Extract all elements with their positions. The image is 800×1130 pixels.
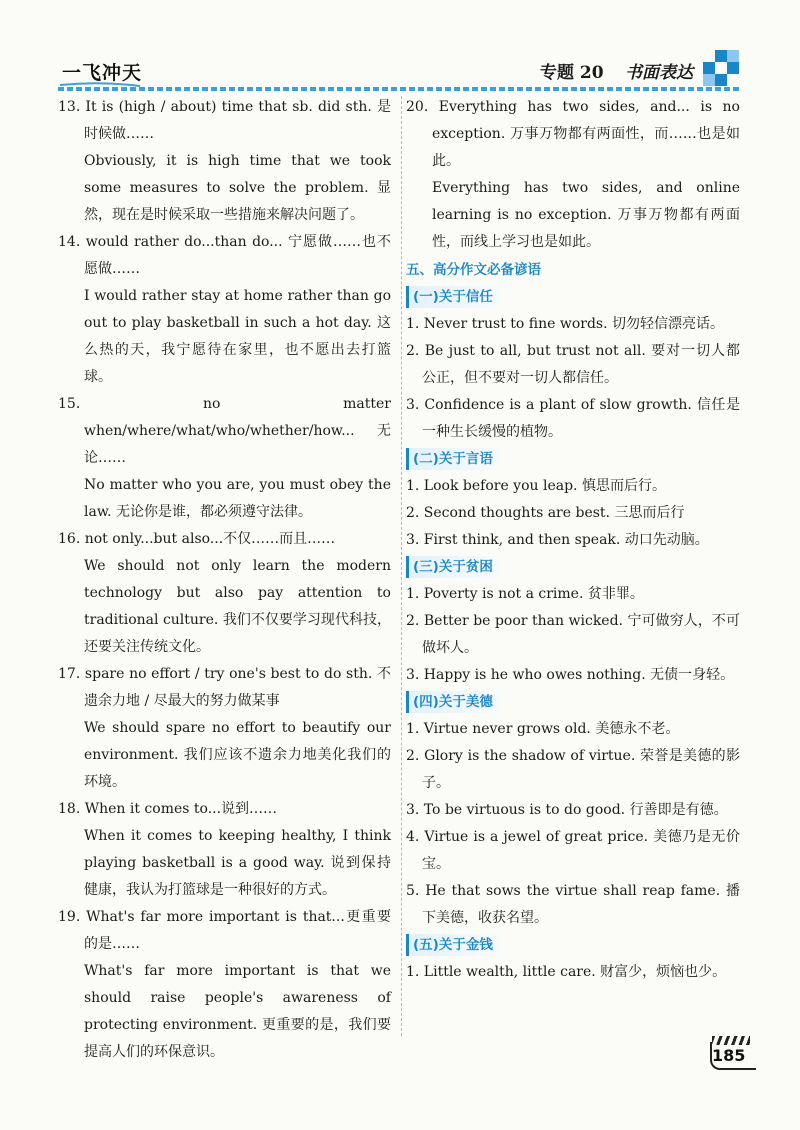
saying-item: 2. Glory is the shadow of virtue. 荣誉是美德的影子。 (406, 748, 740, 791)
topic-label: 专题 20 (540, 63, 604, 83)
phrase-head: 16. not only...but also...不仅……而且…… (58, 531, 336, 547)
page-header (0, 0, 800, 95)
phrase-head: 15. no matter when/where/what/who/whether/how...无论…… (58, 396, 391, 466)
column-divider (401, 96, 402, 1036)
saying-item: 1. Virtue never grows old. 美德永不老。 (406, 721, 680, 737)
phrase-item (58, 796, 391, 904)
phrase-head: 14. would rather do...than do... 宁愿做……也不愿做…… (58, 234, 391, 277)
saying-item: 1. Poverty is not a crime. 贫非罪。 (406, 586, 644, 602)
saying-item: 5. He that sows the virtue shall reap fame. 播下美德，收获名望。 (406, 883, 740, 926)
phrase-example: What's far more important is that we should raise people's awareness of protecting environment. 更重要的是，我们要提高人们的环保意识。 (84, 963, 391, 1060)
saying-item: 3. First think, and then speak. 动口先动脑。 (406, 532, 709, 548)
saying-item: 1. Never trust to fine words. 切勿轻信漂亮话。 (406, 316, 725, 332)
saying-item: 3. Happy is he who owes nothing. 无债一身轻。 (406, 667, 735, 683)
phrase-example: I would rather stay at home rather than go out to play basketball in such a hot day. 这么热的天，我宁愿待在家里，也不愿出去打篮球。 (84, 288, 391, 385)
phrase-head: 13. It is (high / about) time that sb. did sth. 是时候做…… (58, 99, 391, 142)
saying-item: 3. Confidence is a plant of slow growth. 信任是一种生长缓慢的植物。 (406, 397, 740, 440)
phrase-example: We should not only learn the modern technology but also pay attention to traditional culture. 我们不仅要学习现代科技，还要关注传统文化。 (84, 558, 391, 655)
phrase-item (406, 94, 740, 256)
series-logo: 一飞冲天 (62, 62, 143, 84)
phrase-head: 20. Everything has two sides, and... is no exception. 万事万物都有两面性，而……也是如此。 (406, 99, 740, 169)
phrase-item (58, 661, 391, 796)
subsection-title: (四)关于美德 (406, 691, 499, 713)
phrase-item (58, 391, 391, 526)
phrase-head: 17. spare no effort / try one's best to do sth. 不遗余力地 / 尽最大的努力做某事 (58, 666, 391, 709)
saying-item: 2. Be just to all, but trust not all. 要对一切人都公正，但不要对一切人都信任。 (406, 343, 740, 386)
topic-title: 书面表达 (625, 63, 693, 83)
saying-item: 2. Better be poor than wicked. 宁可做穷人，不可做坏人。 (406, 613, 740, 656)
header-dashed-rule (58, 87, 740, 91)
section-title: 五、高分作文必备谚语 (406, 262, 541, 278)
phrase-item (58, 94, 391, 229)
phrase-example: When it comes to keeping healthy, I think playing basketball is a good way. 说到保持健康，我认为打篮球是一种很好的方式。 (84, 828, 391, 898)
left-column (58, 94, 391, 1066)
phrase-item (58, 229, 391, 391)
phrase-item (58, 904, 391, 1066)
phrase-head: 19. What's far more important is that...更重要的是…… (58, 909, 391, 952)
subsection-title: (二)关于言语 (406, 448, 499, 470)
subsection-title: (五)关于金钱 (406, 934, 499, 956)
subsection-title: (一)关于信任 (406, 286, 499, 308)
phrase-example: Obviously, it is high time that we took some measures to solve the problem. 显然，现在是时候采取一些措施来解决问题了。 (84, 153, 391, 223)
phrase-example: We should spare no effort to beautify our environment. 我们应该不遗余力地美化我们的环境。 (84, 720, 391, 790)
saying-item: 4. Virtue is a jewel of great price. 美德乃是无价宝。 (406, 829, 740, 872)
saying-item: 1. Little wealth, little care. 财富少，烦恼也少。 (406, 964, 727, 980)
phrase-head: 18. When it comes to...说到…… (58, 801, 278, 817)
checker-decoration-icon (703, 50, 739, 86)
saying-item: 2. Second thoughts are best. 三思而后行 (406, 505, 685, 521)
subsection-title: (三)关于贫困 (406, 556, 499, 578)
phrase-example: No matter who you are, you must obey the law. 无论你是谁，都必须遵守法律。 (84, 477, 391, 520)
phrase-item (58, 526, 391, 661)
page-number: 185 (712, 1046, 746, 1065)
saying-item: 3. To be virtuous is to do good. 行善即是有德。 (406, 802, 728, 818)
phrase-example: Everything has two sides, and online learning is no exception. 万事万物都有两面性，而线上学习也是如此。 (432, 180, 740, 250)
right-column (406, 94, 740, 986)
saying-item: 1. Look before you leap. 慎思而后行。 (406, 478, 666, 494)
page-number-badge (710, 1036, 760, 1070)
